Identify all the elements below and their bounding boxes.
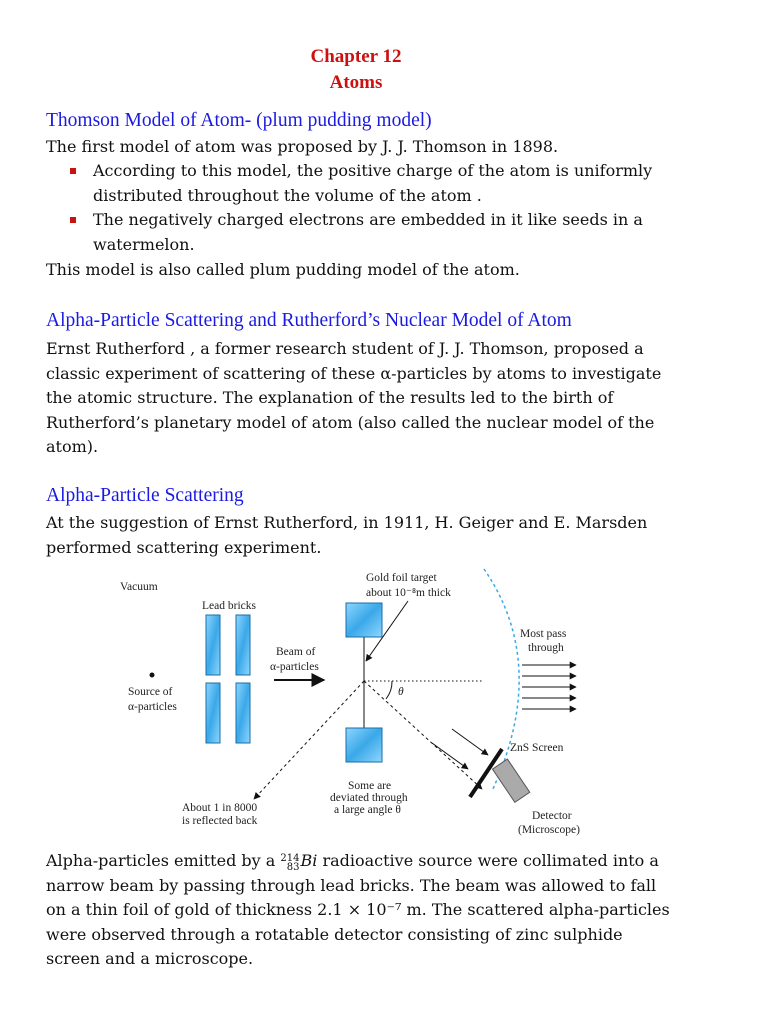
- text-line: on a thin foil of gold of thickness 2.1 × 10⁻⁷ m. The scattered alpha-particles: [46, 900, 670, 919]
- source-dot: [150, 673, 155, 678]
- angle-arc: [386, 681, 392, 699]
- scattering-intro: [46, 511, 726, 560]
- chapter-number: Chapter 12: [310, 46, 402, 67]
- detector-label: (Microscope): [518, 824, 580, 836]
- bullet-square-icon: [70, 217, 76, 223]
- beam-label: Beam of: [276, 646, 316, 658]
- mass-number: 214: [280, 853, 300, 864]
- lead-brick: [206, 683, 220, 743]
- text-line: atom).: [46, 437, 99, 456]
- text-line: Rutherford’s planetary model of atom (also called the nuclear model of the: [46, 412, 655, 432]
- text-line: classic experiment of scattering of these α-particles by atoms to investigate: [46, 363, 662, 383]
- lead-bricks-label: Lead bricks: [202, 600, 256, 612]
- bi-paragraph: [46, 849, 726, 972]
- bullet-line: distributed throughout the volume of the atom .: [93, 185, 482, 205]
- bullet-square-icon: [70, 168, 76, 174]
- most-pass-label: Most pass: [520, 628, 567, 640]
- deviated-label: a large angle θ: [334, 804, 401, 816]
- element-symbol: Bi: [300, 851, 318, 870]
- deviated-arrow: [452, 729, 488, 755]
- text-line: screen and a microscope.: [46, 949, 254, 968]
- reflected-label: About 1 in 8000: [182, 802, 258, 814]
- beam-label: α-particles: [270, 661, 319, 673]
- lead-brick: [206, 615, 220, 675]
- bullet-line: According to this model, the positive charge of the atom is uniformly: [93, 161, 653, 180]
- gold-foil-label: Gold foil target: [366, 572, 437, 584]
- text-line: narrow beam by passing through lead bricks. The beam was allowed to fall: [46, 875, 657, 895]
- vacuum-label: Vacuum: [120, 581, 158, 593]
- bullet-item: [70, 208, 710, 257]
- lead-brick: [236, 683, 250, 743]
- source-label: α-particles: [128, 701, 177, 713]
- deviated-label: Some are: [348, 780, 392, 792]
- scattering-experiment-figure: [90, 565, 630, 843]
- gold-foil-label: about 10⁻⁸m thick: [366, 587, 451, 599]
- heading-rutherford-model: Alpha-Particle Scattering and Rutherford’s Nuclear Model of Atom: [46, 310, 572, 331]
- text-line: the atomic structure. The explanation of the results led to the birth of: [46, 388, 614, 407]
- detector-label: Detector: [532, 810, 572, 822]
- rutherford-paragraph: [46, 337, 726, 460]
- heading-thomson-model: Thomson Model of Atom- (plum pudding model): [46, 110, 432, 131]
- lead-brick: [236, 615, 250, 675]
- text-fragment: Alpha-particles emitted by a: [46, 851, 281, 870]
- text-line: [46, 849, 726, 874]
- zns-screen-arc: [484, 569, 519, 791]
- reflected-label: is reflected back: [182, 815, 258, 827]
- deviated-arrow: [432, 743, 468, 769]
- zns-screen-label: ZnS Screen: [510, 742, 564, 754]
- text-line: were observed through a rotatable detector consisting of zinc sulphide: [46, 924, 623, 944]
- foil-block-bottom: [346, 728, 382, 762]
- text-line: performed scattering experiment.: [46, 537, 322, 557]
- text-line: At the suggestion of Ernst Rutherford, in 1911, H. Geiger and E. Marsden: [46, 513, 648, 532]
- most-pass-label: through: [528, 642, 564, 654]
- heading-alpha-scattering: Alpha-Particle Scattering: [46, 485, 244, 506]
- chapter-title: Atoms: [329, 72, 383, 93]
- thomson-intro: The first model of atom was proposed by J. J. Thomson in 1898.: [46, 137, 559, 156]
- theta-label: θ: [398, 686, 404, 698]
- text-fragment: radioactive source were collimated into a: [317, 851, 659, 870]
- foil-block-top: [346, 603, 382, 637]
- thomson-outro: This model is also called plum pudding model of the atom.: [46, 260, 520, 279]
- atomic-number: 83: [286, 862, 300, 873]
- isotope-notation: [280, 854, 299, 872]
- bullet-line: The negatively charged electrons are embedded in it like seeds in a: [93, 210, 643, 229]
- text-line: Ernst Rutherford , a former research student of J. J. Thomson, proposed a: [46, 339, 644, 358]
- deviated-label: deviated through: [330, 792, 408, 804]
- bullet-line: watermelon.: [93, 234, 195, 254]
- detector-microscope: [492, 759, 529, 802]
- bullet-item: [70, 159, 710, 208]
- source-label: Source of: [128, 686, 173, 698]
